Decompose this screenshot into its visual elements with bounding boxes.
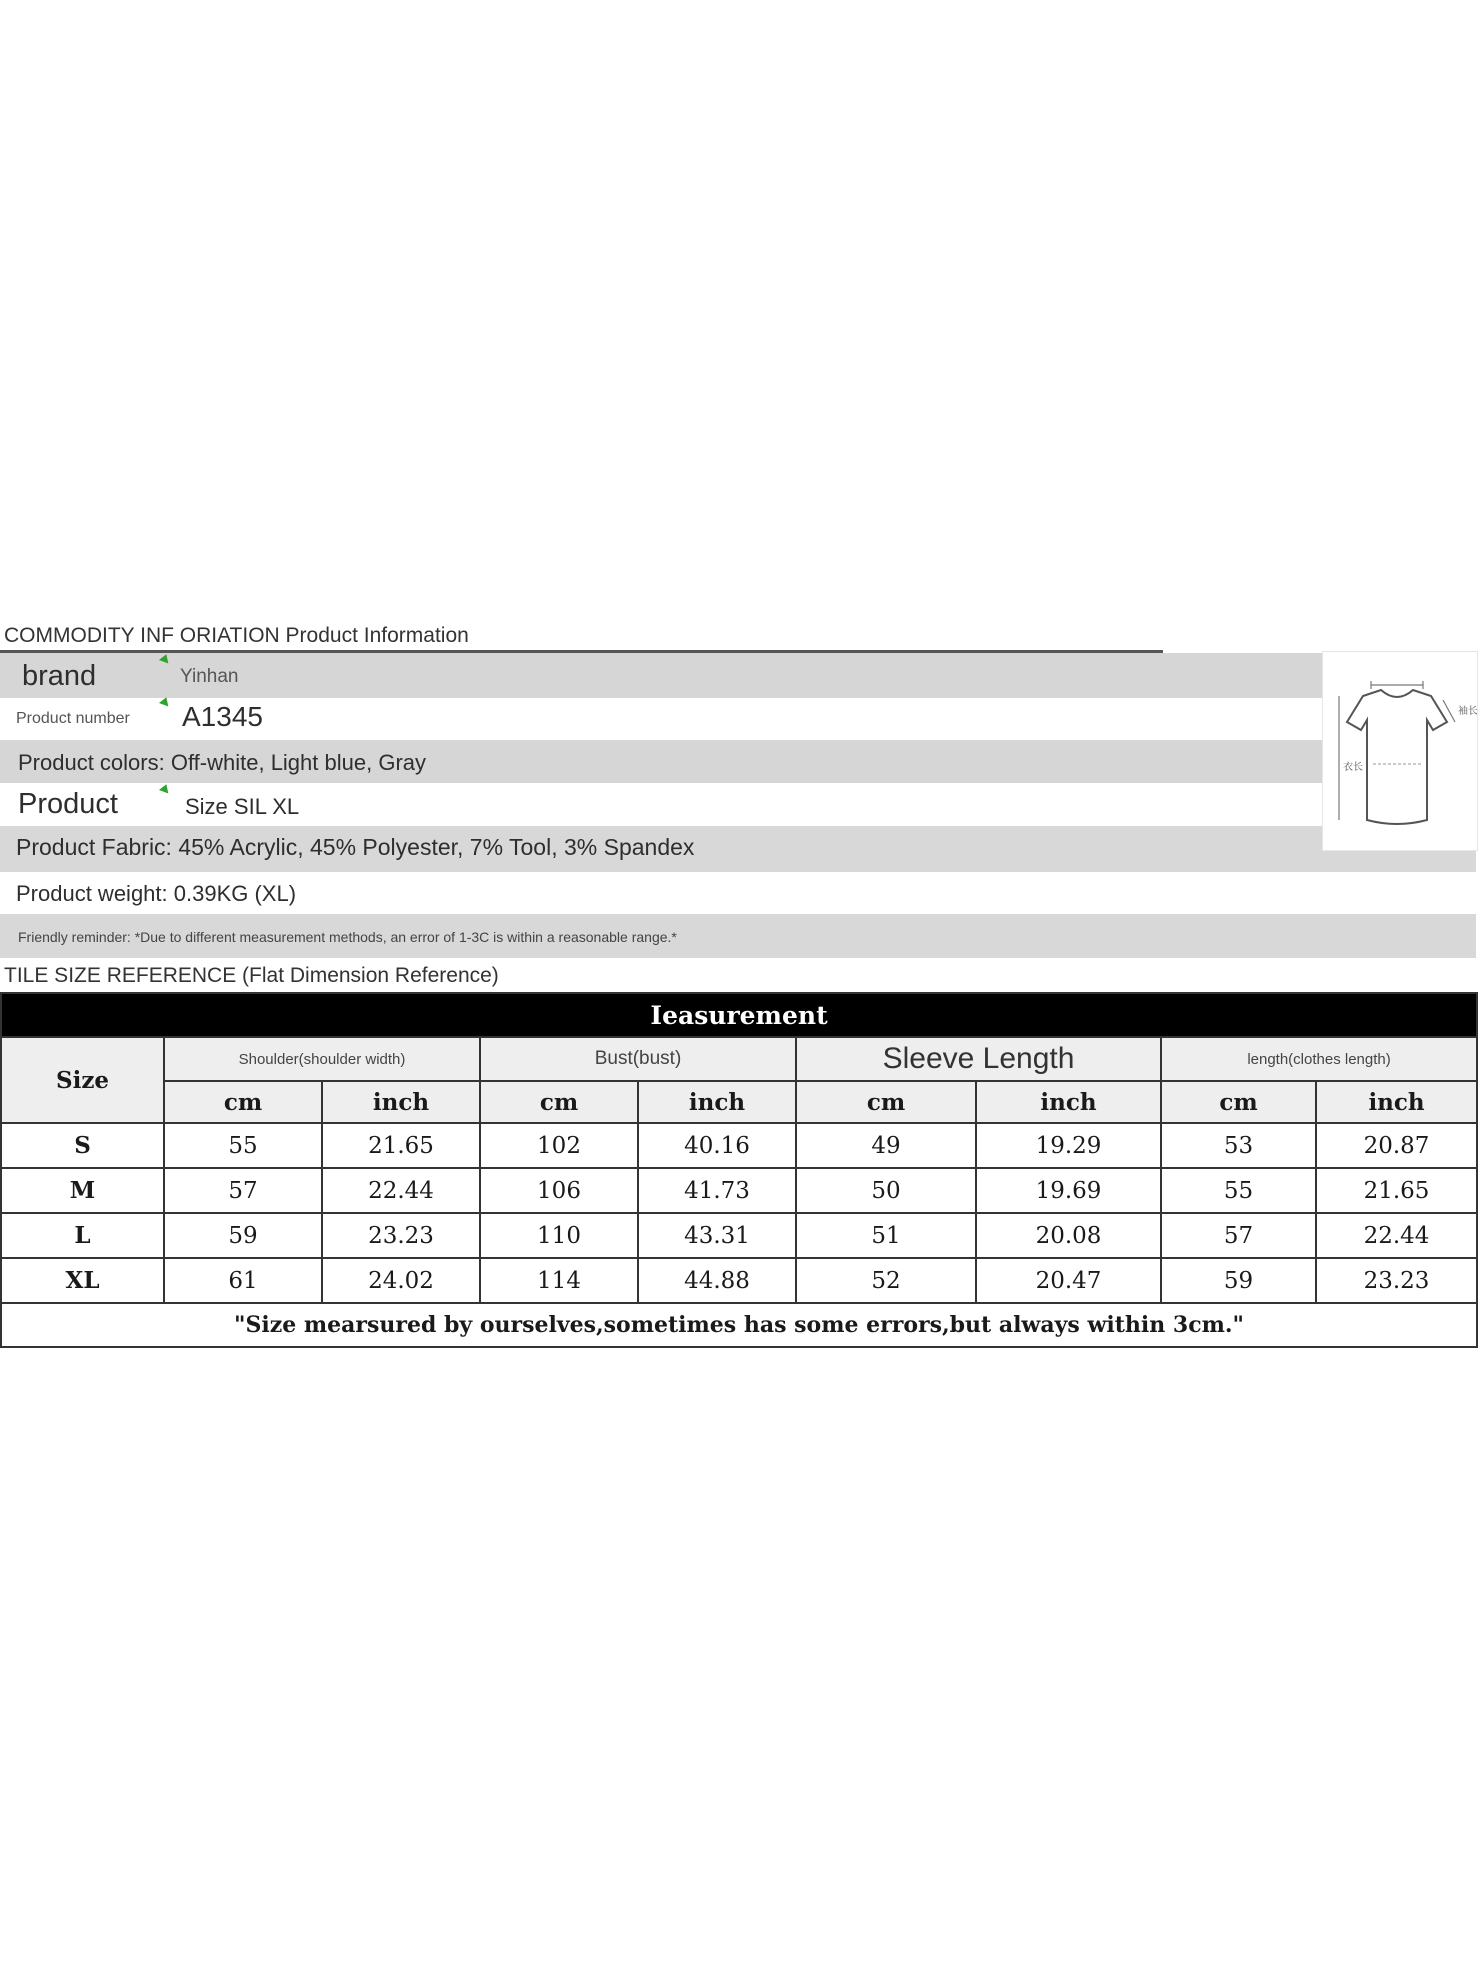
tshirt-icon <box>1323 652 1477 850</box>
product-colors: Product colors: Off-white, Light blue, Gray <box>18 750 426 775</box>
measurement-header: Ieasurement <box>1 993 1477 1037</box>
marker-icon <box>159 783 171 794</box>
value-cell: 52 <box>796 1258 976 1303</box>
value-cell: 40.16 <box>638 1123 796 1168</box>
product-label: Product <box>18 788 118 820</box>
value-cell: 23.23 <box>1316 1258 1477 1303</box>
product-number-label: Product number <box>16 710 130 727</box>
group-bust: Bust(bust) <box>480 1037 796 1081</box>
product-info-title: COMMODITY INF ORIATION Product Information <box>4 624 469 647</box>
value-cell: 55 <box>164 1123 322 1168</box>
svg-text:袖长: 袖长 <box>1458 706 1477 717</box>
value-cell: 41.73 <box>638 1168 796 1213</box>
value-cell: 20.08 <box>976 1213 1161 1258</box>
value-cell: 44.88 <box>638 1258 796 1303</box>
value-cell: 57 <box>164 1168 322 1213</box>
unit-header: cm <box>1161 1081 1316 1123</box>
value-cell: 22.44 <box>322 1168 480 1213</box>
value-cell: 21.65 <box>1316 1168 1477 1213</box>
value-cell: 59 <box>1161 1258 1316 1303</box>
unit-header: cm <box>480 1081 638 1123</box>
unit-header: cm <box>796 1081 976 1123</box>
value-cell: 22.44 <box>1316 1213 1477 1258</box>
value-cell: 19.29 <box>976 1123 1161 1168</box>
friendly-reminder: Friendly reminder: *Due to different measurement methods, an error of 1-3C is within a reasonable range.* <box>18 929 677 945</box>
size-cell: XL <box>1 1258 164 1303</box>
value-cell: 114 <box>480 1258 638 1303</box>
group-length: length(clothes length) <box>1161 1037 1477 1081</box>
product-number-value: A1345 <box>182 701 263 732</box>
value-cell: 102 <box>480 1123 638 1168</box>
value-cell: 20.47 <box>976 1258 1161 1303</box>
unit-header: inch <box>322 1081 480 1123</box>
svg-text:衣长: 衣长 <box>1343 762 1363 773</box>
value-cell: 110 <box>480 1213 638 1258</box>
value-cell: 106 <box>480 1168 638 1213</box>
unit-header: cm <box>164 1081 322 1123</box>
value-cell: 53 <box>1161 1123 1316 1168</box>
brand-value: Yinhan <box>180 666 239 687</box>
value-cell: 24.02 <box>322 1258 480 1303</box>
value-cell: 59 <box>164 1213 322 1258</box>
value-cell: 20.87 <box>1316 1123 1477 1168</box>
unit-header: inch <box>976 1081 1161 1123</box>
value-cell: 50 <box>796 1168 976 1213</box>
value-cell: 49 <box>796 1123 976 1168</box>
product-weight: Product weight: 0.39KG (XL) <box>16 881 297 906</box>
group-sleeve-length: Sleeve Length <box>796 1037 1161 1081</box>
value-cell: 43.31 <box>638 1213 796 1258</box>
product-size: Size SIL XL <box>185 794 300 819</box>
unit-header: inch <box>638 1081 796 1123</box>
value-cell: 55 <box>1161 1168 1316 1213</box>
measurement-note: "Size mearsured by ourselves,sometimes has some errors,but always within 3cm." <box>1 1303 1477 1347</box>
value-cell: 23.23 <box>322 1213 480 1258</box>
table-row <box>1 1168 1477 1213</box>
value-cell: 57 <box>1161 1213 1316 1258</box>
value-cell: 61 <box>164 1258 322 1303</box>
size-cell: L <box>1 1213 164 1258</box>
value-cell: 19.69 <box>976 1168 1161 1213</box>
table-row <box>1 1123 1477 1168</box>
value-cell: 51 <box>796 1213 976 1258</box>
size-reference-title: TILE SIZE REFERENCE (Flat Dimension Reference) <box>4 964 499 987</box>
unit-header: inch <box>1316 1081 1477 1123</box>
size-cell: S <box>1 1123 164 1168</box>
brand-label: brand <box>22 660 97 692</box>
size-cell: M <box>1 1168 164 1213</box>
value-cell: 21.65 <box>322 1123 480 1168</box>
measurement-table <box>0 992 1478 1348</box>
table-row <box>1 1213 1477 1258</box>
shirt-diagram <box>1322 651 1478 851</box>
table-row <box>1 1258 1477 1303</box>
group-shoulder: Shoulder(shoulder width) <box>164 1037 480 1081</box>
size-header: Size <box>1 1037 164 1123</box>
product-fabric: Product Fabric: 45% Acrylic, 45% Polyester, 7% Tool, 3% Spandex <box>16 834 695 860</box>
